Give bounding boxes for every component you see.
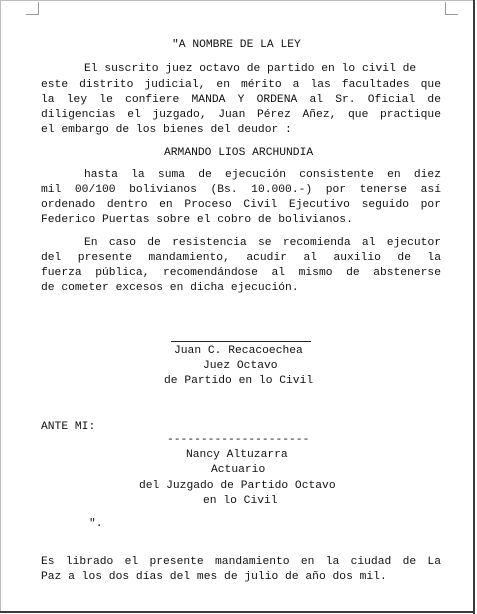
closing-line2: Paz a los dos días del mes de julio de año dos mil.: [41, 571, 387, 583]
judge-signature-line: [171, 341, 311, 342]
paragraph1-line2: este distrito judicial, en mérito a las facultades que: [41, 79, 441, 91]
closing-quote-mark: ".: [89, 518, 103, 530]
judge-name: Juan C. Recacoechea: [174, 345, 303, 357]
paragraph2-line2: mil 00/100 bolivianos (Bs. 10.000.-) por tenerse así: [41, 184, 441, 196]
page-right-shadow: [473, 0, 475, 614]
margin-corner-mark-left: [26, 2, 39, 15]
paragraph3-line3: fuerza pública, recomendándose al mismo de abstenerse: [41, 267, 441, 279]
paragraph3-line1: En caso de resistencia se recomienda al ejecutor: [84, 237, 441, 249]
debtor-name: ARMANDO LIOS ARCHUNDIA: [164, 147, 314, 159]
actuary-name: Nancy Altuzarra: [186, 449, 288, 461]
document-heading: "A NOMBRE DE LA LEY: [172, 39, 301, 51]
paragraph3-line4: de cometer excesos en dicha ejecución.: [41, 282, 299, 294]
ante-mi-label: ANTE MI:: [41, 421, 96, 433]
paragraph1-line1: El suscrito juez octavo de partido en lo civil de: [84, 63, 417, 75]
page-left-edge: [0, 0, 1, 612]
page-top-edge: [0, 0, 474, 1]
paragraph2-line4: Federico Puertas sobre el cobro de bolivianos.: [41, 214, 353, 226]
actuary-court-line1: del Juzgado de Partido Octavo: [139, 480, 336, 492]
margin-corner-mark-right: [445, 2, 458, 15]
paragraph2-line3: ordenado dentro en Proceso Civil Ejecutivo seguido por: [41, 199, 441, 211]
paragraph1-line5: el embargo de los bienes del deudor :: [41, 124, 292, 136]
actuary-court-line2: en lo Civil: [203, 495, 278, 507]
judge-court: de Partido en lo Civil: [164, 375, 314, 387]
page-bottom-shadow: [0, 611, 475, 613]
paragraph1-line4: diligencias el juzgado, Juan Pérez Añez, que practique: [41, 109, 441, 121]
paragraph2-line1: hasta la suma de ejecución consistente en diez: [84, 169, 441, 181]
actuary-title: Actuario: [211, 464, 266, 476]
actuary-signature-dashes: ---------------------: [167, 434, 310, 446]
closing-line1: Es librado el presente mandamiento en la ciudad de La: [41, 556, 441, 568]
paragraph3-line2: del presente mandamiento, acudir al auxilio de la: [41, 252, 441, 264]
paragraph1-line3: la ley le confiere MANDA Y ORDENA al Sr. Oficial de: [41, 94, 441, 106]
judge-title: Juez Octavo: [203, 360, 278, 372]
